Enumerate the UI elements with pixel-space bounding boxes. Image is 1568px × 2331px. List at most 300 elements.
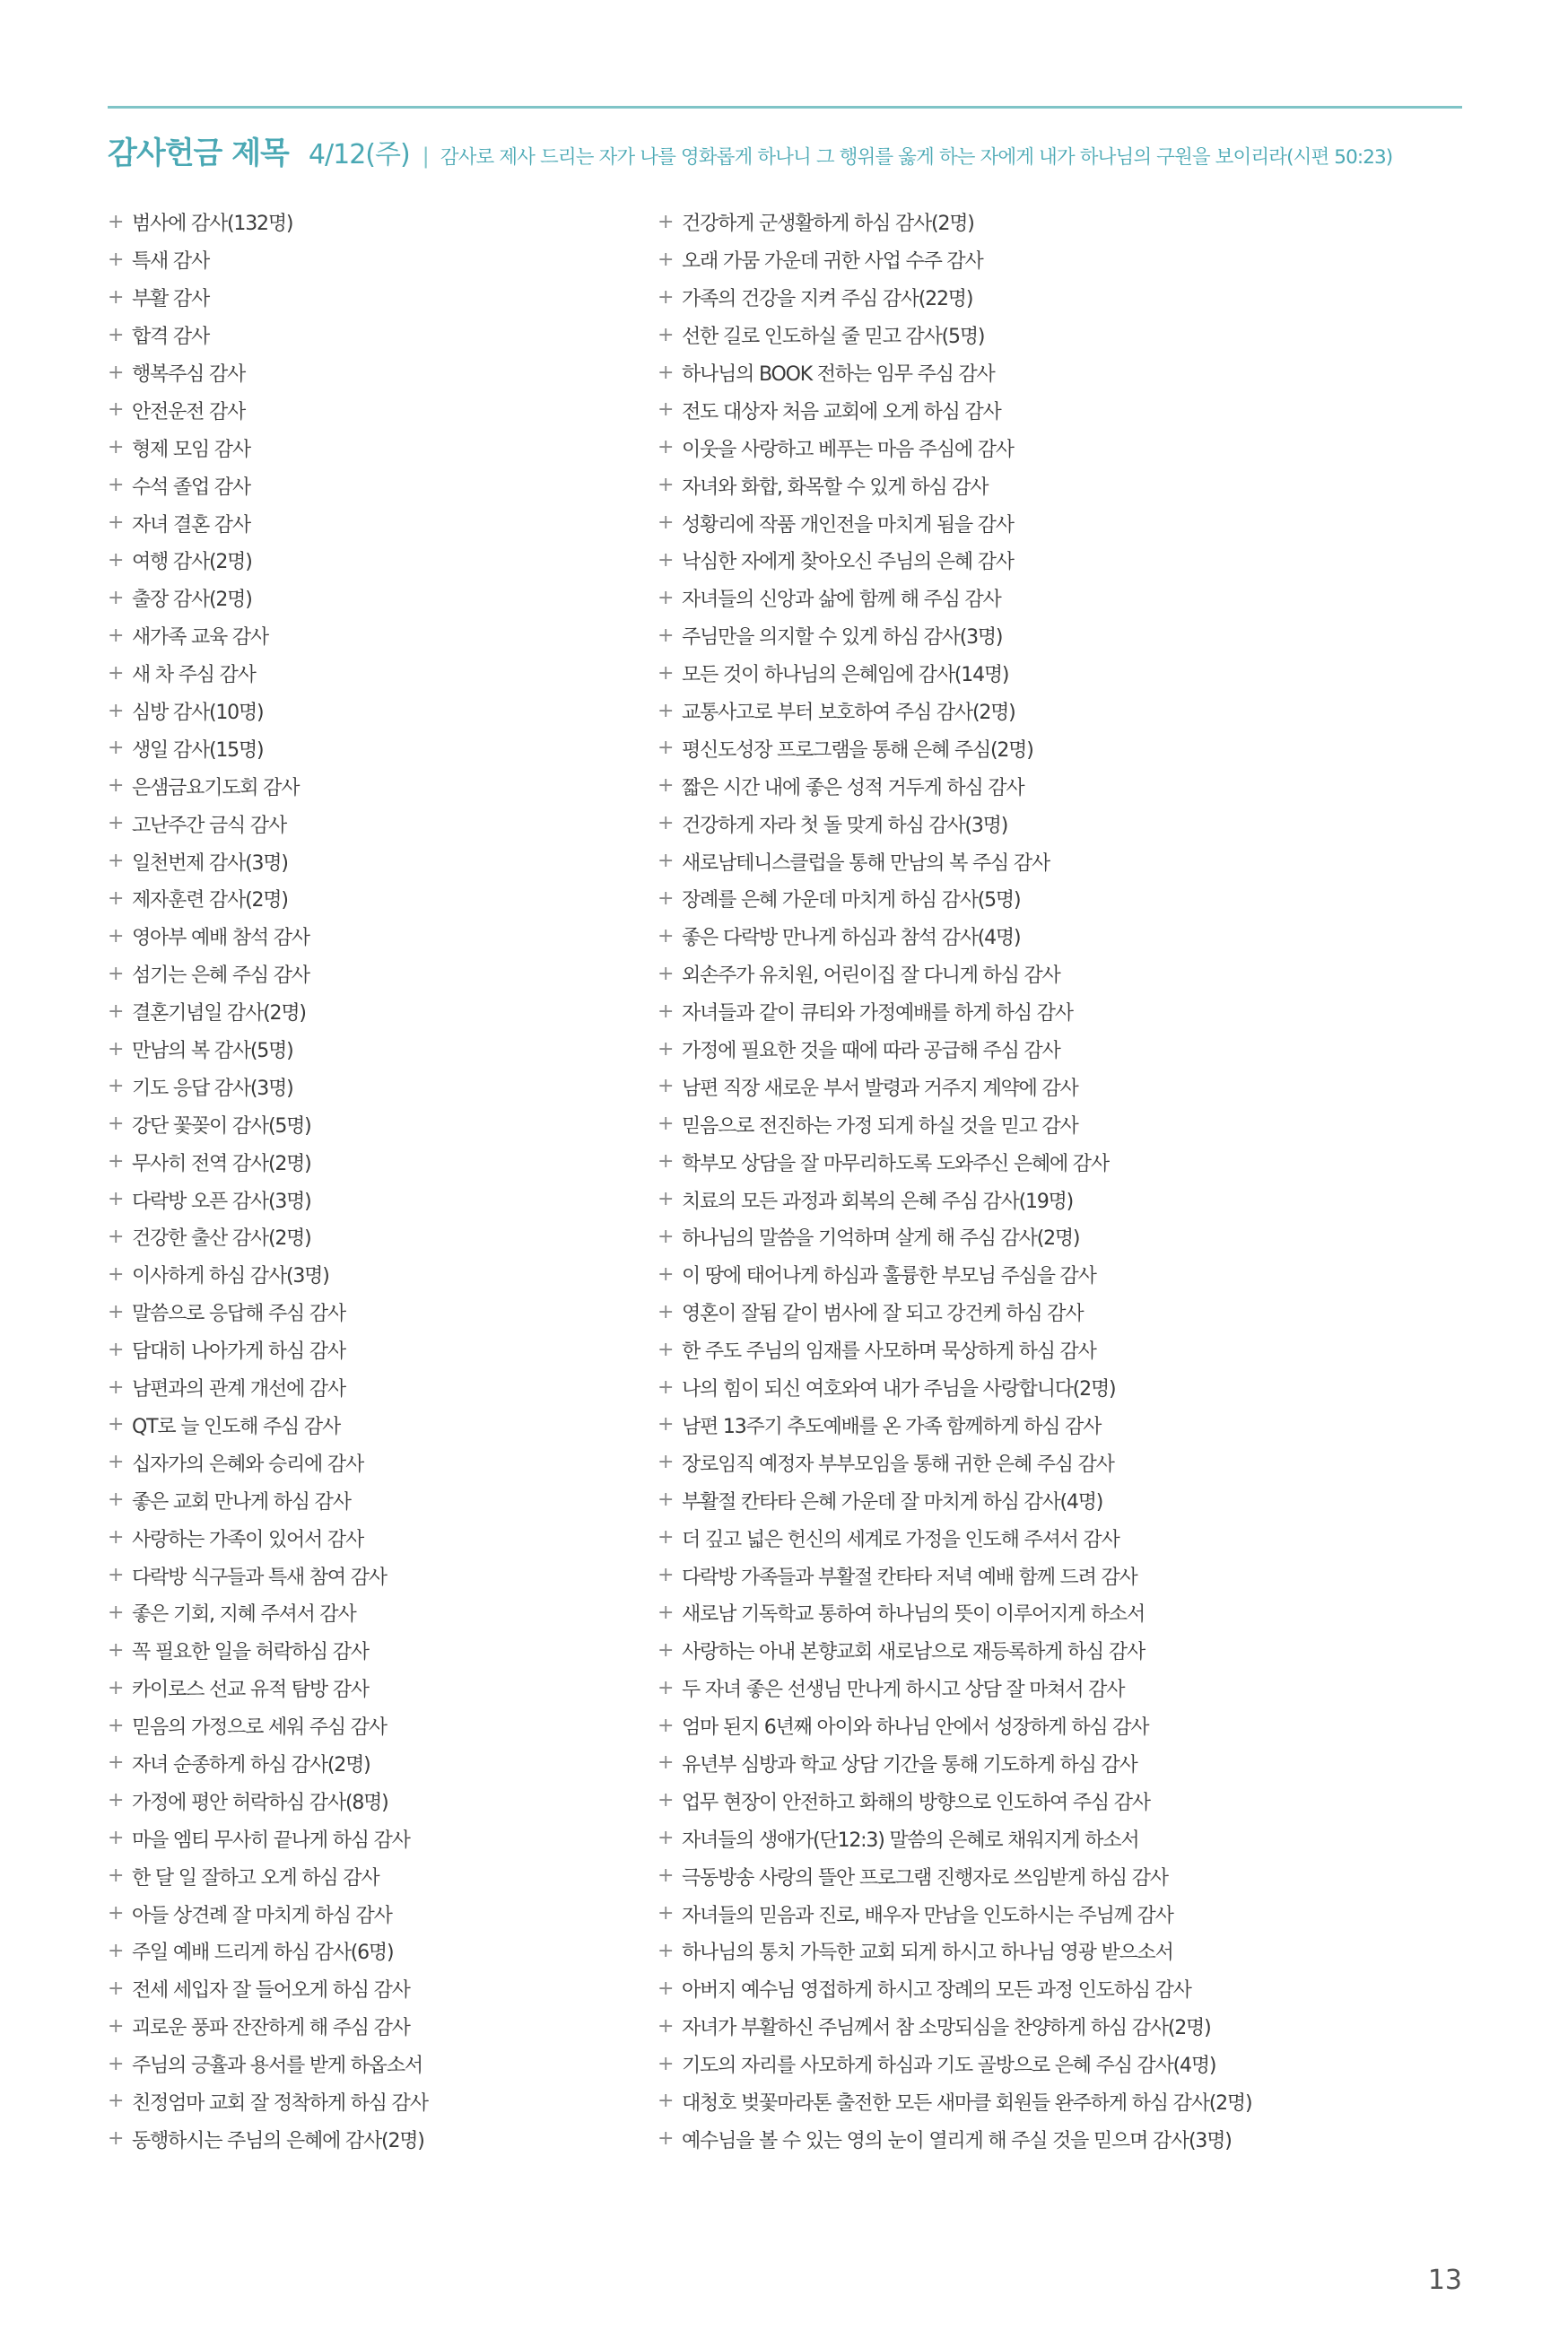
list-item-text: 특새 감사: [132, 250, 210, 274]
list-item: [108, 805, 646, 842]
service-date: 4/12(주): [308, 139, 410, 170]
plus-icon: +: [658, 285, 675, 309]
list-item: [108, 2120, 646, 2158]
list-item-text: 자녀들의 믿음과 진로, 배우자 만남을 인도하시는 주님께 감사: [682, 1904, 1173, 1927]
list-item-text: 업무 현장이 안전하고 화해의 방향으로 인도하여 주심 감사: [682, 1791, 1150, 1814]
list-item: [658, 956, 1465, 993]
list-item: [658, 317, 1465, 354]
list-item: [108, 1933, 646, 1970]
plus-icon: +: [658, 1489, 675, 1512]
list-item-text: 범사에 감사(132명): [132, 213, 293, 236]
list-item-text: 새로남테니스클럽을 통해 만남의 복 주심 감사: [682, 851, 1050, 875]
plus-icon: +: [108, 962, 125, 985]
list-item-text: 엄마 된지 6년째 아이와 하나님 안에서 성장하게 하심 감사: [682, 1716, 1149, 1740]
list-item-text: 하나님의 BOOK 전하는 임무 주심 감사: [682, 363, 995, 386]
plus-icon: +: [108, 1864, 125, 1888]
list-item-text: 생일 감사(15명): [132, 738, 264, 762]
list-item: [108, 1895, 646, 1933]
plus-icon: +: [108, 624, 125, 647]
list-item: [658, 2046, 1465, 2083]
list-item-text: 전세 세입자 잘 들어오게 하심 감사: [132, 1979, 410, 2003]
plus-icon: +: [108, 210, 125, 233]
list-item: [658, 1294, 1465, 1331]
plus-icon: +: [658, 1939, 675, 1962]
list-item-text: 형제 모임 감사: [132, 438, 250, 461]
list-item-text: 짧은 시간 내에 좋은 성적 거두게 하심 감사: [682, 776, 1024, 799]
list-item-text: 전도 대상자 처음 교회에 오게 하심 감사: [682, 400, 1001, 423]
list-item-text: 성황리에 작품 개인전을 마치게 됨을 감사: [682, 513, 1014, 537]
list-item-text: 교통사고로 부터 보호하여 주심 감사(2명): [682, 702, 1015, 725]
list-item: [108, 1970, 646, 2008]
list-item: [658, 918, 1465, 956]
list-item: [658, 1707, 1465, 1745]
list-item-text: 사랑하는 가족이 있어서 감사: [132, 1528, 364, 1551]
list-item: [658, 617, 1465, 655]
plus-icon: +: [658, 210, 675, 233]
list-item-text: 사랑하는 아내 본향교회 새로남으로 재등록하게 하심 감사: [682, 1641, 1146, 1664]
plus-icon: +: [658, 699, 675, 722]
list-item: [658, 1632, 1465, 1670]
list-item: [108, 1256, 646, 1294]
list-item: [658, 2083, 1465, 2121]
list-item: [108, 918, 646, 956]
plus-icon: +: [108, 1676, 125, 1699]
list-item-text: 심방 감사(10명): [132, 702, 264, 725]
plus-icon: +: [108, 1714, 125, 1737]
list-item: [108, 956, 646, 993]
list-item: [658, 805, 1465, 842]
plus-icon: +: [658, 962, 675, 985]
list-item-text: 한 주도 주님의 임재를 사모하며 묵상하게 하심 감사: [682, 1340, 1096, 1364]
list-item: [658, 1745, 1465, 1783]
plus-icon: +: [108, 1225, 125, 1248]
list-item: [108, 1632, 646, 1670]
list-item: [108, 1218, 646, 1256]
list-item-text: 부활절 칸타타 은혜 가운데 잘 마치게 하심 감사(4명): [682, 1490, 1103, 1514]
plus-icon: +: [108, 1789, 125, 1812]
list-item: [658, 1369, 1465, 1407]
list-item: [108, 617, 646, 655]
plus-icon: +: [658, 398, 675, 422]
plus-icon: +: [658, 737, 675, 760]
plus-icon: +: [658, 2090, 675, 2113]
list-item-text: 제자훈련 감사(2명): [132, 889, 288, 912]
list-item-text: 만남의 복 감사(5명): [132, 1040, 293, 1063]
list-item: [658, 1782, 1465, 1820]
list-item-text: 자녀 순종하게 하심 감사(2명): [132, 1753, 370, 1777]
plus-icon: +: [108, 1751, 125, 1775]
plus-icon: +: [658, 1300, 675, 1323]
list-item: [108, 580, 646, 617]
list-item-text: 자녀들과 같이 큐티와 가정예배를 하게 하심 감사: [682, 1002, 1073, 1026]
list-item-text: 섬기는 은혜 주심 감사: [132, 965, 309, 988]
list-item-text: 영아부 예배 참석 감사: [132, 927, 309, 950]
list-item: [658, 1031, 1465, 1069]
plus-icon: +: [108, 1113, 125, 1136]
plus-icon: +: [658, 812, 675, 835]
list-item: [658, 1670, 1465, 1707]
list-item-text: 고난주간 금식 감사: [132, 814, 287, 837]
list-item: [108, 1670, 646, 1707]
list-item: [108, 1143, 646, 1181]
list-item: [658, 842, 1465, 880]
list-item: [108, 880, 646, 918]
plus-icon: +: [108, 886, 125, 910]
plus-icon: +: [108, 1451, 125, 1474]
plus-icon: +: [658, 1188, 675, 1211]
list-item-text: 다락방 식구들과 특새 참여 감사: [132, 1566, 387, 1589]
list-item: [658, 1594, 1465, 1632]
plus-icon: +: [658, 1714, 675, 1737]
list-item-text: 다락방 오픈 감사(3명): [132, 1190, 311, 1213]
list-item: [658, 1519, 1465, 1557]
list-item-text: 동행하시는 주님의 은혜에 감사(2명): [132, 2129, 424, 2152]
plus-icon: +: [658, 774, 675, 798]
list-item: [658, 729, 1465, 767]
list-item: [658, 655, 1465, 693]
plus-icon: +: [658, 1075, 675, 1098]
list-item: [108, 767, 646, 805]
plus-icon: +: [108, 323, 125, 346]
list-item-text: 건강하게 자라 첫 돌 맞게 하심 감사(3명): [682, 814, 1008, 837]
list-item-text: 자녀와 화합, 화목할 수 있게 하심 감사: [682, 476, 989, 499]
list-item: [658, 1820, 1465, 1857]
list-item-text: 아들 상견례 잘 마치게 하심 감사: [132, 1904, 392, 1927]
scripture-verse: 감사로 제사 드리는 자가 나를 영화롭게 하나니 그 행위를 옳게 하는 자에게 내가 하나님의 구원을 보이리라(시편 50:23): [440, 146, 1393, 169]
plus-icon: +: [658, 1113, 675, 1136]
list-item-text: 말씀으로 응답해 주심 감사: [132, 1303, 345, 1326]
list-item-text: 안전운전 감사: [132, 400, 246, 423]
list-item-text: 좋은 다락방 만나게 하심과 참석 감사(4명): [682, 927, 1021, 950]
list-item-text: 모든 것이 하나님의 은혜임에 감사(14명): [682, 664, 1009, 687]
plus-icon: +: [108, 474, 125, 497]
page-number: 13: [1427, 2265, 1462, 2296]
list-item-text: 믿음의 가정으로 세워 주심 감사: [132, 1716, 387, 1740]
plus-icon: +: [108, 812, 125, 835]
list-item: [108, 1594, 646, 1632]
list-item-text: 대청호 벚꽃마라톤 출전한 모든 새마클 회원들 완주하게 하심 감사(2명): [682, 2091, 1252, 2115]
list-item: [658, 1557, 1465, 1594]
plus-icon: +: [658, 323, 675, 346]
plus-icon: +: [108, 1262, 125, 1286]
list-item-text: 출장 감사(2명): [132, 589, 252, 612]
list-item: [108, 1444, 646, 1481]
list-item-text: 예수님을 볼 수 있는 영의 눈이 열리게 해 주실 것을 믿으며 감사(3명): [682, 2129, 1232, 2152]
list-item: [108, 693, 646, 730]
list-item: [658, 279, 1465, 317]
list-item-text: 부활 감사: [132, 288, 210, 311]
list-item: [108, 1331, 646, 1369]
plus-icon: +: [658, 2052, 675, 2075]
plus-icon: +: [658, 1451, 675, 1474]
list-item-text: 친정엄마 교회 잘 정착하게 하심 감사: [132, 2091, 428, 2115]
list-item: [108, 241, 646, 279]
plus-icon: +: [108, 1188, 125, 1211]
list-item-text: 믿음으로 전진하는 가정 되게 하실 것을 믿고 감사: [682, 1114, 1078, 1138]
list-item: [658, 542, 1465, 580]
list-item: [108, 1557, 646, 1594]
list-item: [108, 467, 646, 504]
plus-icon: +: [108, 774, 125, 798]
plus-icon: +: [108, 1300, 125, 1323]
list-item-text: 장로임직 예정자 부부모임을 통해 귀한 은혜 주심 감사: [682, 1453, 1114, 1476]
list-item-text: 남편 13주기 추도예배를 온 가족 함께하게 하심 감사: [682, 1415, 1102, 1438]
plus-icon: +: [658, 886, 675, 910]
list-item: [658, 1407, 1465, 1445]
plus-icon: +: [108, 2052, 125, 2075]
list-item-text: 카이로스 선교 유적 탐방 감사: [132, 1679, 369, 1702]
plus-icon: +: [658, 548, 675, 572]
list-item-text: 가정에 필요한 것을 때에 따라 공급해 주심 감사: [682, 1040, 1060, 1063]
plus-icon: +: [108, 511, 125, 535]
list-item: [108, 1707, 646, 1745]
list-item: [108, 1745, 646, 1783]
plus-icon: +: [658, 1789, 675, 1812]
list-item: [108, 729, 646, 767]
list-item: [108, 1481, 646, 1519]
list-item-text: 수석 졸업 감사: [132, 476, 250, 499]
list-item: [108, 504, 646, 542]
plus-icon: +: [658, 436, 675, 459]
header-separator: |: [422, 144, 430, 169]
list-item: [108, 1782, 646, 1820]
plus-icon: +: [658, 1751, 675, 1775]
plus-icon: +: [658, 1338, 675, 1361]
list-item-text: 남편과의 관계 개선에 감사: [132, 1378, 345, 1401]
list-item-text: 기도 응답 감사(3명): [132, 1077, 293, 1100]
top-divider: [108, 106, 1462, 109]
plus-icon: +: [108, 661, 125, 685]
plus-icon: +: [658, 511, 675, 535]
list-item: [658, 2120, 1465, 2158]
list-item-text: 한 달 일 잘하고 오게 하심 감사: [132, 1866, 379, 1890]
plus-icon: +: [658, 248, 675, 271]
list-item: [658, 1218, 1465, 1256]
list-item-text: 이 땅에 태어나게 하심과 훌륭한 부모님 주심을 감사: [682, 1265, 1096, 1288]
list-item: [108, 2008, 646, 2046]
plus-icon: +: [108, 924, 125, 947]
list-item-text: 선한 길로 인도하실 줄 믿고 감사(5명): [682, 326, 985, 349]
left-column: [108, 204, 646, 2158]
plus-icon: +: [108, 1413, 125, 1436]
plus-icon: +: [658, 586, 675, 609]
list-item: [658, 391, 1465, 429]
list-item: [658, 767, 1465, 805]
list-item-text: 주일 예배 드리게 하심 감사(6명): [132, 1942, 394, 1965]
list-item: [658, 693, 1465, 730]
list-item: [658, 1933, 1465, 1970]
list-item-text: 아버지 예수님 영접하게 하시고 장례의 모든 과정 인도하심 감사: [682, 1979, 1191, 2003]
plus-icon: +: [658, 361, 675, 384]
list-item: [658, 1256, 1465, 1294]
list-item: [658, 1143, 1465, 1181]
list-item: [658, 504, 1465, 542]
plus-icon: +: [108, 361, 125, 384]
list-item: [658, 204, 1465, 241]
plus-icon: +: [658, 1827, 675, 1850]
plus-icon: +: [108, 699, 125, 722]
list-item: [658, 467, 1465, 504]
plus-icon: +: [658, 1601, 675, 1624]
plus-icon: +: [658, 924, 675, 947]
list-item-text: 영혼이 잘됨 같이 범사에 잘 되고 강건케 하심 감사: [682, 1303, 1084, 1326]
list-item-text: 가족의 건강을 지켜 주심 감사(22명): [682, 288, 973, 311]
list-item: [108, 842, 646, 880]
list-item-text: 하나님의 말씀을 기억하며 살게 해 주심 감사(2명): [682, 1227, 1080, 1251]
plus-icon: +: [108, 1375, 125, 1399]
list-item-text: 꼭 필요한 일을 허락하심 감사: [132, 1641, 369, 1664]
list-item-text: 하나님의 통치 가득한 교회 되게 하시고 하나님 영광 받으소서: [682, 1942, 1173, 1965]
plus-icon: +: [108, 436, 125, 459]
plus-icon: +: [108, 1526, 125, 1550]
plus-icon: +: [658, 1676, 675, 1699]
list-item: [658, 241, 1465, 279]
plus-icon: +: [658, 1864, 675, 1888]
list-item-text: 오래 가뭄 가운데 귀한 사업 수주 감사: [682, 250, 983, 274]
list-item: [658, 354, 1465, 392]
list-item: [658, 580, 1465, 617]
plus-icon: +: [108, 1827, 125, 1850]
list-item-text: 담대히 나아가게 하심 감사: [132, 1340, 345, 1364]
plus-icon: +: [108, 1150, 125, 1174]
list-item: [108, 655, 646, 693]
plus-icon: +: [108, 2127, 125, 2151]
list-item-text: 마을 엠티 무사히 끝나게 하심 감사: [132, 1829, 410, 1852]
plus-icon: +: [108, 285, 125, 309]
plus-icon: +: [108, 850, 125, 873]
list-item-text: 이사하게 하심 감사(3명): [132, 1265, 329, 1288]
list-item: [108, 1407, 646, 1445]
plus-icon: +: [658, 1413, 675, 1436]
plus-icon: +: [108, 1564, 125, 1586]
list-item: [108, 1294, 646, 1331]
plus-icon: +: [108, 1902, 125, 1925]
list-item: [658, 1181, 1465, 1218]
list-item: [108, 391, 646, 429]
list-item: [108, 1820, 646, 1857]
list-item-text: 합격 감사: [132, 326, 210, 349]
plus-icon: +: [108, 586, 125, 609]
list-item-text: 자녀가 부활하신 주님께서 참 소망되심을 찬양하게 하심 감사(2명): [682, 2017, 1211, 2040]
plus-icon: +: [658, 2127, 675, 2151]
list-item: [658, 1895, 1465, 1933]
plus-icon: +: [108, 548, 125, 572]
plus-icon: +: [108, 398, 125, 422]
plus-icon: +: [658, 2014, 675, 2038]
list-item: [658, 429, 1465, 467]
plus-icon: +: [108, 2090, 125, 2113]
plus-icon: +: [658, 624, 675, 647]
plus-icon: +: [108, 1075, 125, 1098]
page-header: [108, 128, 1471, 173]
list-item: [658, 880, 1465, 918]
list-item-text: 장례를 은혜 가운데 마치게 하심 감사(5명): [682, 889, 1021, 912]
list-item-text: 좋은 교회 만나게 하심 감사: [132, 1490, 351, 1514]
list-item: [108, 1105, 646, 1143]
list-item: [108, 1857, 646, 1895]
list-item-text: 새가족 교육 감사: [132, 626, 268, 650]
list-item-text: 이웃을 사랑하고 베푸는 마음 주심에 감사: [682, 438, 1014, 461]
list-item: [108, 2083, 646, 2121]
plus-icon: +: [658, 1037, 675, 1061]
list-item-text: 나의 힘이 되신 여호와여 내가 주님을 사랑합니다(2명): [682, 1378, 1116, 1401]
list-item-text: 행복주심 감사: [132, 363, 246, 386]
list-item-text: 건강하게 군생활하게 하심 감사(2명): [682, 213, 974, 236]
plus-icon: +: [108, 2014, 125, 2038]
page-title: 감사헌금 제목: [108, 135, 289, 171]
plus-icon: +: [658, 1638, 675, 1662]
list-item-text: 강단 꽃꽂이 감사(5명): [132, 1114, 311, 1138]
list-item-text: 자녀들의 생애가(단12:3) 말씀의 은혜로 채워지게 하소서: [682, 1829, 1139, 1852]
list-item-text: 평신도성장 프로그램을 통해 은혜 주심(2명): [682, 738, 1033, 762]
list-item: [108, 354, 646, 392]
plus-icon: +: [108, 248, 125, 271]
list-item-text: 좋은 기회, 지혜 주셔서 감사: [132, 1603, 356, 1627]
list-item-text: 새 차 주심 감사: [132, 664, 256, 687]
list-item: [108, 1031, 646, 1069]
list-item-text: 남편 직장 새로운 부서 발령과 거주지 계약에 감사: [682, 1077, 1078, 1100]
list-item-text: 자녀들의 신앙과 삶에 함께 해 주심 감사: [682, 589, 1001, 612]
list-item: [658, 1444, 1465, 1481]
list-item-text: 괴로운 풍파 잔잔하게 해 주심 감사: [132, 2017, 410, 2040]
plus-icon: +: [658, 1564, 675, 1586]
plus-icon: +: [658, 474, 675, 497]
list-item-text: 유년부 심방과 학교 상담 기간을 통해 기도하게 하심 감사: [682, 1753, 1137, 1777]
plus-icon: +: [108, 1000, 125, 1023]
list-item: [658, 1857, 1465, 1895]
list-item-text: 건강한 출산 감사(2명): [132, 1227, 311, 1251]
list-item: [658, 1481, 1465, 1519]
plus-icon: +: [108, 1338, 125, 1361]
list-item-text: 주님만을 의지할 수 있게 하심 감사(3명): [682, 626, 1003, 650]
list-item: [658, 1068, 1465, 1105]
list-item: [108, 1369, 646, 1407]
list-item-text: 일천번제 감사(3명): [132, 851, 288, 875]
list-item-text: QT로 늘 인도해 주심 감사: [132, 1415, 340, 1438]
list-item: [658, 2008, 1465, 2046]
plus-icon: +: [658, 1902, 675, 1925]
plus-icon: +: [108, 1939, 125, 1962]
list-item: [108, 1068, 646, 1105]
plus-icon: +: [108, 1601, 125, 1624]
list-item-text: 극동방송 사랑의 뜰안 프로그램 진행자로 쓰임받게 하심 감사: [682, 1866, 1168, 1890]
list-item: [108, 542, 646, 580]
list-item-text: 주님의 긍휼과 용서를 받게 하옵소서: [132, 2055, 422, 2078]
list-item-text: 외손주가 유치원, 어린이집 잘 다니게 하심 감사: [682, 965, 1060, 988]
list-item: [108, 429, 646, 467]
list-item: [108, 317, 646, 354]
list-item: [108, 1181, 646, 1218]
list-item-text: 가정에 평안 허락하심 감사(8명): [132, 1791, 388, 1814]
list-item: [108, 2046, 646, 2083]
list-item: [658, 1331, 1465, 1369]
plus-icon: +: [658, 1977, 675, 2000]
list-item-text: 여행 감사(2명): [132, 551, 252, 574]
plus-icon: +: [108, 1977, 125, 2000]
plus-icon: +: [658, 1000, 675, 1023]
plus-icon: +: [108, 737, 125, 760]
list-item: [658, 1970, 1465, 2008]
right-column: [658, 204, 1465, 2158]
list-item: [108, 279, 646, 317]
list-item-text: 다락방 가족들과 부활절 칸타타 저녁 예배 함께 드려 감사: [682, 1566, 1137, 1589]
plus-icon: +: [658, 661, 675, 685]
list-item-text: 기도의 자리를 사모하게 하심과 기도 골방으로 은혜 주심 감사(4명): [682, 2055, 1216, 2078]
list-item: [658, 993, 1465, 1031]
plus-icon: +: [658, 1150, 675, 1174]
plus-icon: +: [658, 1375, 675, 1399]
list-item-text: 자녀 결혼 감사: [132, 513, 250, 537]
